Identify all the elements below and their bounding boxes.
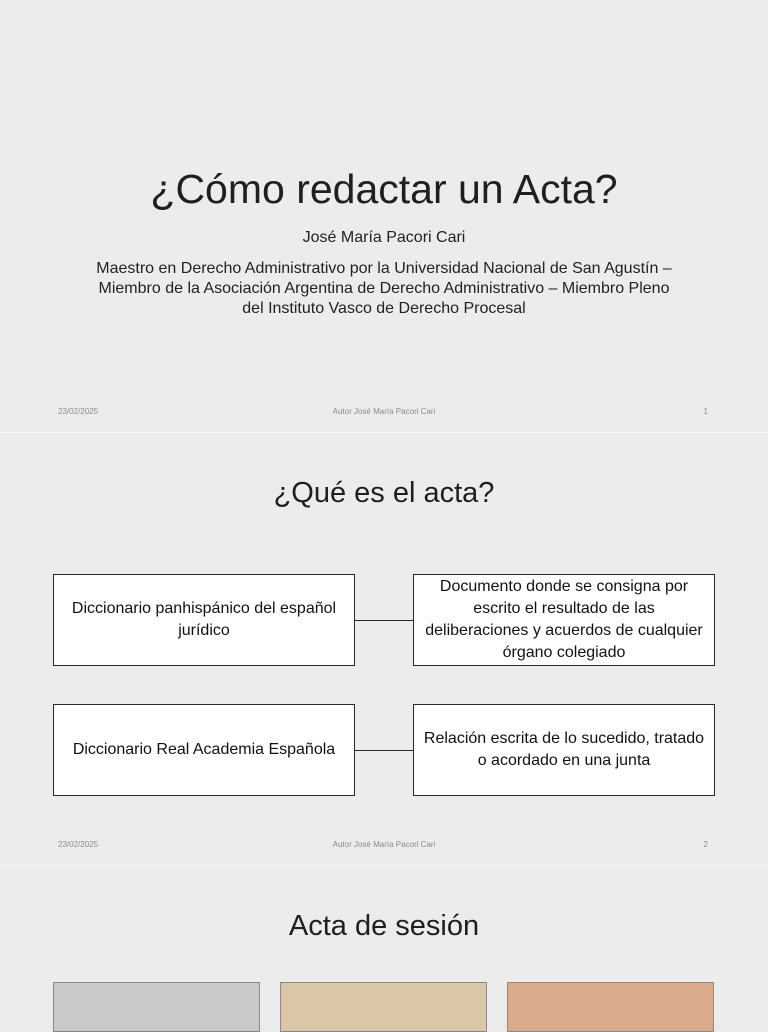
definition-box <box>413 704 715 796</box>
connector-line <box>355 750 413 751</box>
footer-date: 23/02/2025 <box>58 840 99 849</box>
card-thumbnail <box>53 982 260 1032</box>
footer-author: Autor José María Pacori Cari <box>332 407 436 416</box>
footer-page-number: 2 <box>703 840 708 849</box>
source-box <box>53 574 355 666</box>
slide-1 <box>0 0 768 432</box>
definition-text: Relación escrita de lo sucedido, tratado o acordado en una junta <box>423 730 705 769</box>
definition-box <box>413 574 715 666</box>
card-thumbnail <box>280 982 487 1032</box>
definition-text: Documento donde se consigna por escrito el resultado de las deliberaciones y acuerdos de cualquier órgano colegiado <box>425 578 703 661</box>
connector-line <box>355 620 413 621</box>
slide-2 <box>0 433 768 865</box>
source-label: Diccionario Real Academia Española <box>72 741 336 758</box>
footer-page-number: 1 <box>703 407 708 416</box>
slide-3 <box>0 866 768 1024</box>
source-box <box>53 704 355 796</box>
author-name: José María Pacori Cari <box>302 229 466 246</box>
slide-title: ¿Cómo redactar un Acta? <box>150 166 618 212</box>
slide-title: Acta de sesión <box>288 910 480 942</box>
author-credentials: Maestro en Derecho Administrativo por la Universidad Nacional de San Agustín – Miembro de la Asociación Argentina de Derecho Administrativo – Miembro Pleno del Instituto Vasco de Derecho Procesal <box>96 260 672 317</box>
footer-date: 23/02/2025 <box>58 407 99 416</box>
footer-author: Autor José María Pacori Cari <box>332 840 436 849</box>
slide-title: ¿Qué es el acta? <box>273 477 495 509</box>
source-label: Diccionario panhispánico del español jurídico <box>71 600 337 639</box>
card-thumbnail <box>507 982 714 1032</box>
